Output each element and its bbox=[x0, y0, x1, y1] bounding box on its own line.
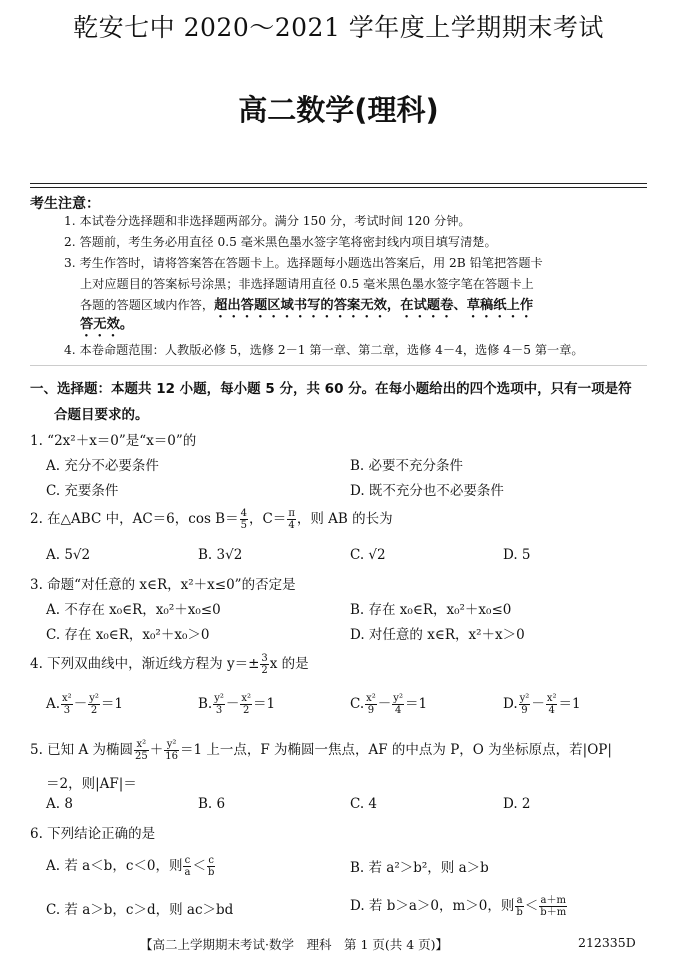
q2-stem-a: 2. 在△ABC 中，AC＝6，cos B＝ bbox=[30, 511, 239, 527]
q2-fraction-cosb bbox=[240, 508, 248, 531]
q4-a-minus: － bbox=[73, 696, 88, 712]
page-footer: 【高二上学期期末考试·数学 理科 第 1 页(共 4 页)】 bbox=[140, 937, 449, 952]
q5-option-d: D. 2 bbox=[503, 796, 531, 812]
q4-b-n1: y² bbox=[214, 693, 224, 704]
exam-title: 乾安七中 2020～2021 学年度上学期期末考试 bbox=[73, 13, 604, 42]
q4-d-label: D. bbox=[503, 696, 518, 712]
q6-d-frac1 bbox=[515, 895, 523, 918]
q1-stem: 1. “2x²＋x＝0”是“x＝0”的 bbox=[30, 433, 197, 449]
q4-d-d2: 4 bbox=[548, 705, 555, 716]
q4-option-c bbox=[350, 692, 427, 716]
q5-option-a: A. 8 bbox=[46, 796, 73, 812]
q5-frac1 bbox=[134, 739, 149, 762]
q2-option-b: B. 3√2 bbox=[198, 547, 243, 563]
q4-frac-den: 2 bbox=[261, 665, 268, 676]
q5-f1-den: 25 bbox=[135, 751, 148, 762]
q2-frac1-num: 4 bbox=[240, 508, 247, 519]
exam-subtitle: 高二数学(理科) bbox=[238, 93, 439, 127]
q4-stem bbox=[30, 652, 309, 676]
q1-option-d: D. 既不充分也不必要条件 bbox=[350, 483, 504, 499]
q4-b-frac2 bbox=[240, 693, 252, 716]
q4-a-n2: y² bbox=[89, 693, 99, 704]
q4-d-frac2 bbox=[546, 693, 558, 716]
q4-b-frac1 bbox=[213, 693, 225, 716]
notice-item-3-text: 各题的答题区域内作答， bbox=[80, 298, 215, 312]
q3-option-b: B. 存在 x₀∈R，x₀²＋x₀≤0 bbox=[350, 602, 512, 618]
q4-a-eq: ＝1 bbox=[100, 696, 123, 712]
q6-option-d bbox=[350, 894, 568, 918]
notice-item-3-cont3 bbox=[80, 313, 133, 340]
notice-emphasis: 超出答题区域书写的答案无效，在试题卷、草稿纸上作 bbox=[214, 298, 534, 313]
q4-a-n1: x² bbox=[62, 693, 72, 704]
q2-option-d: D. 5 bbox=[503, 547, 531, 563]
q4-c-frac2 bbox=[392, 693, 404, 716]
q6-option-a bbox=[46, 854, 216, 878]
section-heading-cont: 合题目要求的。 bbox=[54, 407, 149, 423]
q5-frac2 bbox=[164, 739, 179, 762]
q4-b-n2: x² bbox=[241, 693, 252, 704]
q3-option-a: A. 不存在 x₀∈R，x₀²＋x₀≤0 bbox=[46, 602, 221, 618]
q4-c-n1: x² bbox=[366, 693, 376, 704]
q4-d-eq: ＝1 bbox=[558, 696, 581, 712]
divider-top bbox=[30, 183, 647, 184]
q4-frac-num: 3 bbox=[261, 653, 268, 664]
q4-option-d bbox=[503, 692, 581, 716]
q5-option-b: B. 6 bbox=[198, 796, 226, 812]
section-heading: 一、选择题：本题共 12 小题，每小题 5 分，共 60 分。在每小题给出的四个选项中，只有一项是符 bbox=[30, 381, 632, 397]
q6-option-b: B. 若 a²＞b²，则 a＞b bbox=[350, 860, 489, 876]
q6-d-frac2 bbox=[539, 895, 567, 918]
q5-f2-num: y² bbox=[164, 739, 179, 751]
q4-c-n2: y² bbox=[393, 693, 403, 704]
q5-stem bbox=[30, 738, 612, 762]
q5-f2-den: 16 bbox=[165, 751, 178, 762]
notice-item-1: 1. 本试卷分选择题和非选择题两部分。满分 150 分，考试时间 120 分钟。 bbox=[64, 214, 471, 228]
q4-a-d2: 2 bbox=[90, 705, 98, 716]
q6-a-text: A. 若 a＜b，c＜0，则 bbox=[46, 858, 183, 874]
q4-c-eq: ＝1 bbox=[404, 696, 428, 712]
q4-option-b bbox=[198, 692, 275, 716]
q3-stem: 3. 命题“对任意的 x∈R，x²＋x≤0”的否定是 bbox=[30, 577, 296, 593]
q4-c-label: C. bbox=[350, 696, 365, 712]
notice-item-2: 2. 答题前，考生务必用直径 0.5 毫米黑色墨水签字笔将密封线内项目填写清楚。 bbox=[64, 235, 497, 249]
notice-emphasis-2: 答无效。 bbox=[80, 317, 134, 332]
q3-option-d: D. 对任意的 x∈R，x²＋x＞0 bbox=[350, 627, 525, 643]
q4-b-d2: 2 bbox=[243, 705, 250, 716]
q4-a-d1: 3 bbox=[63, 705, 71, 716]
q4-a-frac1 bbox=[61, 693, 73, 716]
q6-a-d1: a bbox=[184, 867, 191, 878]
q4-c-d2: 4 bbox=[394, 705, 402, 716]
q3-option-c: C. 存在 x₀∈R，x₀²＋x₀＞0 bbox=[46, 627, 210, 643]
notice-heading: 考生注意： bbox=[30, 196, 100, 212]
q6-option-c: C. 若 a＞b，c＞d，则 ac＞bd bbox=[46, 902, 234, 918]
q2-stem-c: ，则 AB 的长为 bbox=[296, 511, 393, 527]
q4-stem-a: 4. 下列双曲线中，渐近线方程为 y＝± bbox=[30, 656, 260, 672]
q6-a-n2: c bbox=[208, 855, 214, 866]
q4-a-label: A. bbox=[46, 696, 61, 712]
q4-a-frac2 bbox=[88, 693, 100, 716]
q4-b-d1: 3 bbox=[215, 705, 223, 716]
q5-option-c: C. 4 bbox=[350, 796, 378, 812]
q2-frac2-den: 4 bbox=[288, 520, 295, 531]
q6-stem: 6. 下列结论正确的是 bbox=[30, 826, 156, 842]
q1-option-c: C. 充要条件 bbox=[46, 483, 119, 499]
q4-c-d1: 9 bbox=[367, 705, 375, 716]
notice-item-4: 4. 本卷命题范围：人教版必修 5，选修 2－1 第一章、第二章，选修 4－4，选修 4－5 第一章。 bbox=[64, 343, 584, 357]
q6-d-n1: a bbox=[516, 895, 523, 906]
q6-d-text: D. 若 b＞a＞0，m＞0，则 bbox=[350, 898, 515, 914]
q4-b-minus: － bbox=[225, 696, 240, 712]
q4-d-d1: 9 bbox=[521, 705, 528, 716]
q6-d-lt: ＜ bbox=[524, 898, 539, 914]
q4-option-a bbox=[46, 692, 123, 716]
q6-d-d1: b bbox=[516, 907, 523, 918]
q6-d-d2: b＋m bbox=[540, 907, 567, 918]
q4-d-minus: － bbox=[531, 696, 545, 712]
q4-b-label: B. bbox=[198, 696, 213, 712]
q6-a-frac2 bbox=[207, 855, 215, 878]
q5-stem-a: 5. 已知 A 为椭圆 bbox=[30, 742, 134, 758]
q6-a-lt: ＜ bbox=[192, 858, 206, 874]
q4-b-eq: ＝1 bbox=[253, 696, 276, 712]
q5-f1-num: x² bbox=[134, 739, 149, 751]
q2-fraction-c bbox=[287, 508, 296, 531]
q5-plus: ＋ bbox=[149, 742, 164, 758]
q1-option-a: A. 充分不必要条件 bbox=[46, 458, 159, 474]
notice-item-3: 3. 考生作答时，请将答案答在答题卡上。选择题每小题选出答案后，用 2B 铅笔把答题卡 bbox=[64, 256, 543, 270]
q4-c-frac1 bbox=[365, 693, 377, 716]
q2-option-c: C. √2 bbox=[350, 547, 386, 563]
q4-fraction bbox=[260, 653, 268, 676]
q2-stem-b: ，C＝ bbox=[248, 511, 287, 527]
q4-d-frac1 bbox=[519, 693, 531, 716]
q2-frac1-den: 5 bbox=[240, 520, 247, 531]
q2-option-a: A. 5√2 bbox=[46, 547, 91, 563]
q5-stem-b: ＝1 上一点，F 为椭圆一焦点，AF 的中点为 P，O 为坐标原点，若|OP| bbox=[179, 742, 612, 758]
q4-d-n2: x² bbox=[546, 693, 557, 704]
notice-item-3-cont: 上对应题目的答案标号涂黑；非选择题请用直径 0.5 毫米黑色墨水签字笔在答题卡上 bbox=[80, 277, 534, 291]
divider-top-2 bbox=[30, 187, 647, 188]
q4-stem-b: x 的是 bbox=[269, 656, 309, 672]
q6-a-d2: b bbox=[207, 867, 215, 878]
paper-code: 212335D bbox=[578, 935, 636, 950]
q4-d-n1: y² bbox=[519, 693, 530, 704]
q1-option-b: B. 必要不充分条件 bbox=[350, 458, 464, 474]
q6-a-frac1 bbox=[183, 855, 191, 878]
q5-stem-cont: ＝2，则|AF|＝ bbox=[46, 776, 137, 792]
q2-frac2-num: π bbox=[288, 508, 295, 519]
q4-c-minus: － bbox=[377, 696, 392, 712]
divider-notice bbox=[30, 365, 647, 366]
q6-d-n2: a＋m bbox=[540, 895, 566, 906]
q6-a-n1: c bbox=[184, 855, 191, 866]
q2-stem bbox=[30, 507, 393, 531]
notice-item-3-cont2 bbox=[80, 294, 533, 321]
